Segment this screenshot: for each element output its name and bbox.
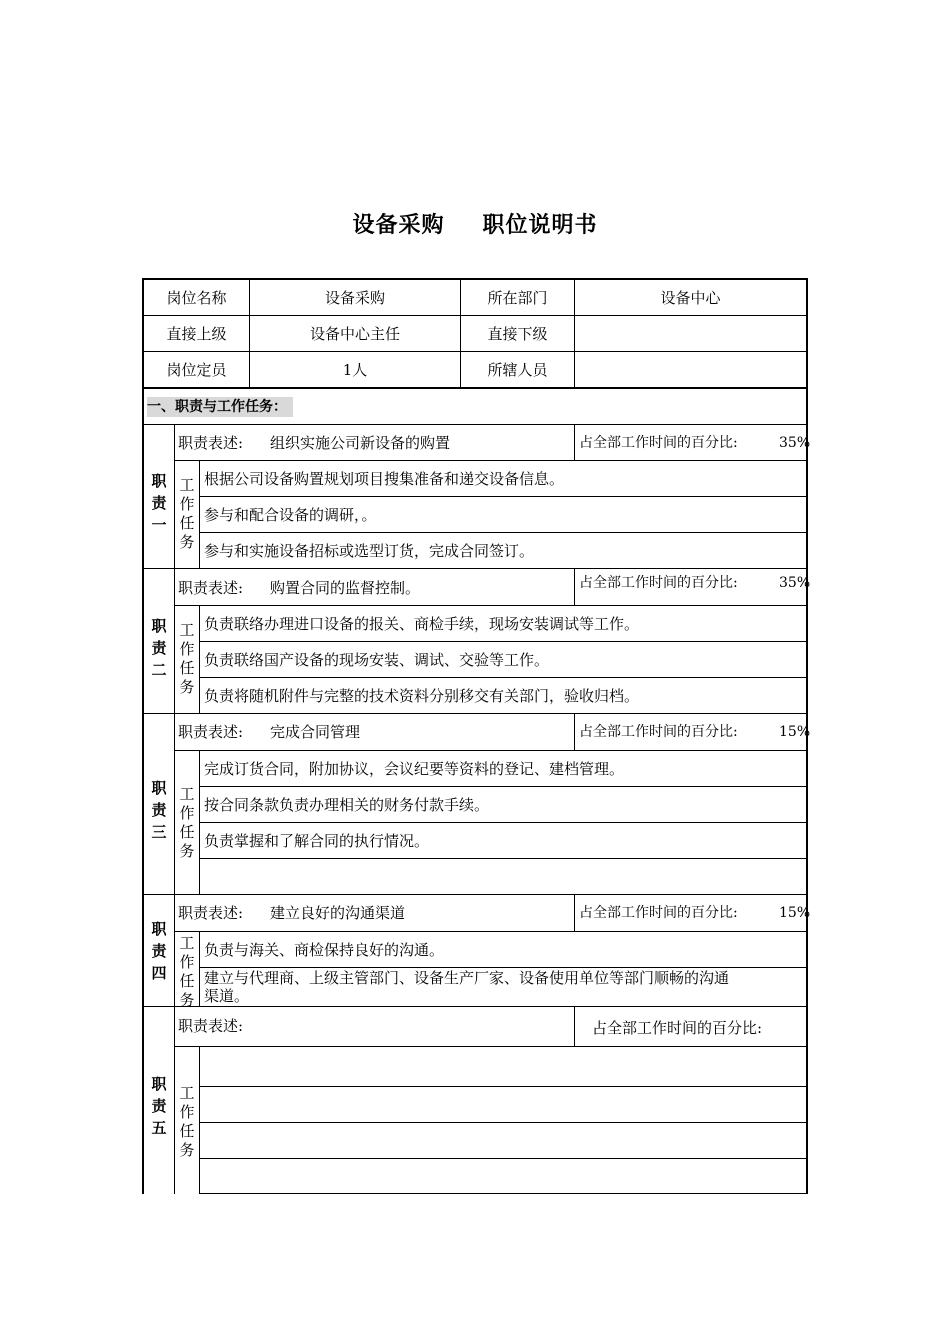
duty-1-task-3: 参与和实施设备招标或选型订货，完成合同签订。	[204, 542, 535, 560]
divider	[174, 424, 175, 1194]
duty-2-task-label: 工 作 任 务	[179, 621, 195, 696]
duty-2-desc-label: 职责表述:	[178, 579, 244, 597]
divider	[142, 1006, 808, 1007]
subordinate-label: 直接下级	[487, 325, 548, 343]
page-title: 设备采购 职位说明书	[352, 213, 598, 238]
superior-label: 直接上级	[166, 325, 227, 343]
staff-label: 所辖人员	[487, 361, 548, 379]
divider	[142, 568, 808, 569]
divider	[174, 460, 808, 461]
divider	[199, 641, 808, 642]
duty-2-pct-label: 占全部工作时间的百分比:	[579, 575, 738, 591]
divider	[142, 424, 808, 425]
divider	[174, 931, 808, 932]
divider	[174, 1046, 808, 1047]
duty-4-desc: 建立良好的沟通渠道	[270, 904, 406, 922]
divider	[574, 1006, 575, 1046]
duty-5-pct-label: 占全部工作时间的百分比:	[592, 1019, 763, 1037]
divider	[174, 605, 808, 606]
divider	[199, 967, 808, 968]
divider	[574, 424, 575, 460]
divider	[199, 1158, 808, 1159]
duty-4-pct-label: 占全部工作时间的百分比:	[579, 905, 738, 921]
duty-3-task-3: 负责掌握和了解合同的执行情况。	[204, 832, 430, 850]
duty-4-task-1: 负责与海关、商检保持良好的沟通。	[204, 941, 445, 959]
duty-2-desc: 购置合同的监督控制。	[270, 579, 421, 597]
duty-4-label: 职 责 四	[151, 920, 167, 982]
dept-label: 所在部门	[487, 289, 548, 307]
divider	[199, 605, 200, 713]
duty-1-desc: 组织实施公司新设备的购置	[270, 434, 451, 452]
duty-1-task-1: 根据公司设备购置规划项目搜集准备和递交设备信息。	[204, 470, 565, 488]
divider	[142, 713, 808, 714]
duty-4-task-2-cont: 渠道。	[204, 987, 250, 1005]
duty-4-pct: 15%	[779, 905, 811, 921]
duty-5-label: 职 责 五	[151, 1075, 167, 1137]
divider	[199, 532, 808, 533]
duty-3-desc-label: 职责表述:	[178, 723, 244, 741]
duty-5-task-label: 工 作 任 务	[179, 1084, 195, 1159]
duty-1-task-2: 参与和配合设备的调研，。	[204, 506, 377, 524]
position-label: 岗位名称	[166, 289, 227, 307]
duty-2-task-2: 负责联络国产设备的现场安装、调试、交验等工作。	[204, 651, 550, 669]
duty-3-task-label: 工 作 任 务	[179, 785, 195, 860]
duty-3-pct: 15%	[779, 724, 811, 740]
duty-3-task-2: 按合同条款负责办理相关的财务付款手续。	[204, 796, 490, 814]
divider	[199, 677, 808, 678]
duty-1-pct: 35%	[779, 435, 811, 451]
divider	[199, 496, 808, 497]
duty-2-label: 职 责 二	[151, 617, 167, 679]
divider	[199, 786, 808, 787]
divider	[199, 1193, 808, 1194]
headcount-label: 岗位定员	[166, 361, 227, 379]
divider	[574, 894, 575, 931]
duty-1-label: 职 责 一	[151, 472, 167, 534]
duty-2-pct: 35%	[779, 575, 811, 591]
divider	[199, 1086, 808, 1087]
duty-2-task-1: 负责联络办理进口设备的报关、商检手续，现场安装调试等工作。	[204, 615, 640, 633]
divider	[174, 750, 808, 751]
divider	[199, 858, 808, 859]
duty-1-pct-label: 占全部工作时间的百分比:	[579, 435, 738, 451]
divider	[199, 931, 200, 1006]
duty-3-label: 职 责 三	[151, 779, 167, 841]
duty-3-task-1: 完成订货合同，附加协议，会议纪要等资料的登记、建档管理。	[204, 760, 625, 778]
divider	[199, 822, 808, 823]
headcount-value: 1人	[342, 361, 368, 379]
divider	[142, 351, 808, 352]
dept-value: 设备中心	[660, 289, 721, 307]
position-value: 设备采购	[324, 289, 385, 307]
superior-value: 设备中心主任	[309, 325, 400, 343]
divider	[142, 894, 808, 895]
divider	[142, 315, 808, 316]
duty-1-task-label: 工 作 任 务	[179, 476, 195, 551]
duty-4-task-label: 工 作 任 务	[179, 934, 195, 1009]
duties-right-border	[806, 388, 808, 1194]
duty-4-task-2: 建立与代理商、上级主管部门、设备生产厂家、设备使用单位等部门顺畅的沟通	[204, 969, 730, 987]
divider	[199, 460, 200, 568]
divider	[574, 568, 575, 605]
duty-2-task-3: 负责将随机附件与完整的技术资料分别移交有关部门，验收归档。	[204, 687, 640, 705]
duty-3-pct-label: 占全部工作时间的百分比:	[579, 724, 738, 740]
duty-5-desc-label: 职责表述:	[178, 1017, 244, 1035]
divider	[199, 1122, 808, 1123]
duty-4-desc-label: 职责表述:	[178, 904, 244, 922]
section-heading: 一、职责与工作任务：	[147, 397, 293, 417]
duty-1-desc-label: 职责表述:	[178, 434, 244, 452]
duty-3-desc: 完成合同管理	[270, 723, 361, 741]
duties-left-border	[142, 388, 144, 1194]
divider	[199, 1046, 200, 1194]
divider	[574, 713, 575, 750]
